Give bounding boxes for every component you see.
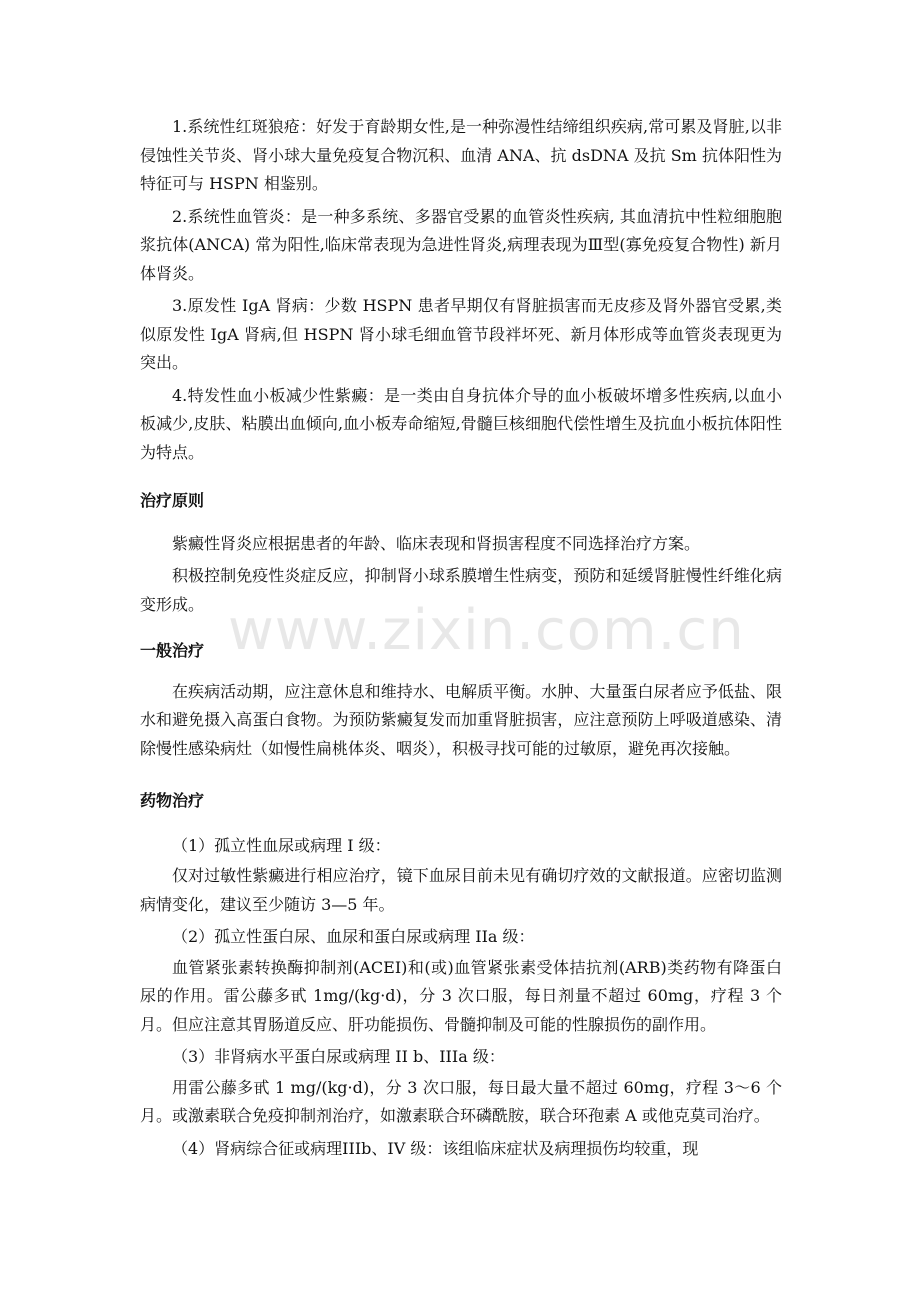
drug-subsection-title: （1）孤立性血尿或病理 I 级： [172,835,391,855]
drug-subsection-body: 用雷公藤多甙 1 mg/(kg·d)，分 3 次口服，每日最大量不超过 60mg，疗程 3～6 个月。或激素联合免疫抑制剂治疗，如激素联合环磷酰胺，联合环孢素 A 或他克莫司治疗。 [140,1077,782,1125]
diff-item-iga: 3.原发性 IgA 肾病：少数 HSPN 患者早期仅有肾脏损害而无皮疹及肾外器官受累,类似原发性 IgA 肾病,但 HSPN 肾小球毛细血管节段袢坏死、新月体形成等血管炎表现更为突出。 [140,296,782,372]
diff-item-sle: 1.系统性红斑狼疮：好发于育龄期女性,是一种弥漫性结缔组织疾病,常可累及肾脏,以非侵蚀性关节炎、肾小球大量免疫复合物沉积、血清 ANA、抗 dsDNA 及抗 Sm 抗体阳性为特征可与 HSPN 相鉴别。 [140,117,782,193]
treatment-paragraph: 积极控制免疫性炎症反应，抑制肾小球系膜增生性病变，预防和延缓肾脏慢性纤维化病变形成。 [140,566,782,614]
section-heading-drug-treatment: 药物治疗 [140,791,205,810]
treatment-paragraph: 紫癜性肾炎应根据患者的年龄、临床表现和肾损害程度不同选择治疗方案。 [172,533,701,553]
drug-subsection-title: （2）孤立性蛋白尿、血尿和蛋白尿或病理 IIa 级： [172,927,535,946]
document-page [140,113,782,1165]
drug-subsection-body: 血管紧张素转换酶抑制剂(ACEI)和(或)血管紧张素受体拮抗剂(ARB)类药物有降蛋白尿的作用。雷公藤多甙 1mg/(kg·d)，分 3 次口服，每日剂量不超过 60mg，疗程 3 个月。但应注意其胃肠道反应、肝功能损伤、骨髓抑制及可能的性腺损伤的副作用。 [140,957,782,1034]
general-treatment-paragraph: 在疾病活动期，应注意休息和维持水、电解质平衡。水肿、大量蛋白尿者应予低盐、限水和避免摄入高蛋白食物。为预防紫癜复发而加重肾脏损害，应注意预防上呼吸道感染、清除慢性感染病灶（如慢性扁桃体炎、咽炎），积极寻找可能的过敏原，避免再次接触。 [140,681,782,758]
drug-subsection-title: （3）非肾病水平蛋白尿或病理 II b、IIIa 级： [172,1047,505,1066]
section-heading-treatment-principles: 治疗原则 [140,491,205,510]
watermark: www.zixin.com.cn [228,598,745,663]
drug-subsection-body: 仅对过敏性紫癜进行相应治疗，镜下血尿目前未见有确切疗效的文献报道。应密切监测病情变化，建议至少随访 3—5 年。 [140,866,782,914]
diff-item-vasculitis: 2.系统性血管炎：是一种多系统、多器官受累的血管炎性疾病, 其血清抗中性粒细胞胞浆抗体(ANCA) 常为阳性,临床常表现为急进性肾炎,病理表现为Ⅲ型(寡免疫复合物性) 新月体肾炎。 [140,206,782,283]
drug-subsection-title: （4）肾病综合征或病理IIIb、IV 级：该组临床症状及病理损伤均较重，现 [172,1138,699,1158]
section-heading-general-treatment: 一般治疗 [140,641,205,660]
diff-item-itp: 4.特发性血小板减少性紫癜：是一类由自身抗体介导的血小板破坏增多性疾病,以血小板减少,皮肤、粘膜出血倾向,血小板寿命缩短,骨髓巨核细胞代偿性增生及抗血小板抗体阳性为特点。 [140,385,782,462]
